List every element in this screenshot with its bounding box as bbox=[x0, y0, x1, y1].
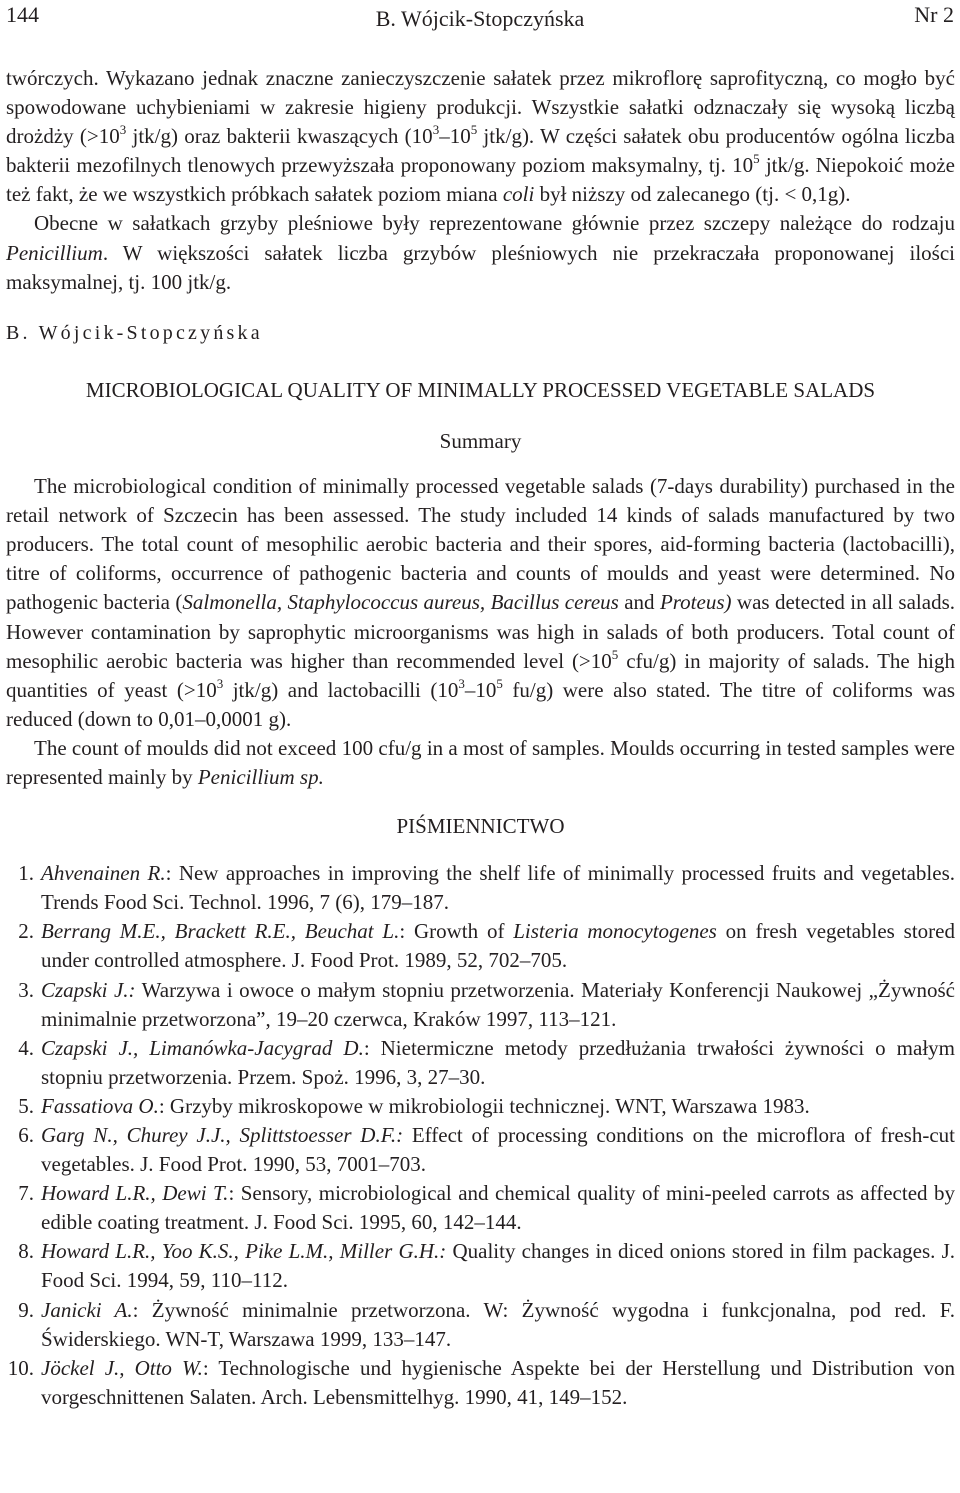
references-heading: PIŚMIENNICTWO bbox=[396, 814, 565, 839]
reference-item: 4. Czapski J., Limanówka-Jacygrad D.: Nietermiczne metody przedłużania trwałości żywności o małym stopniu przetworzenia. Przem. Spoż. 1996, 3, 27–30. bbox=[18, 1035, 955, 1089]
summary-paragraph: The microbiological condition of minimally processed vegetable salads (7-days durability) purchased in the retail network of Szczecin has been assessed. The study included 14 kinds of salads manufactured by two producers. The total count of mesophilic aerobic bacteria and their spores, aid-forming bacteria (lactobacilli), titre of coliforms, occurrence of pathogenic bacteria and counts of moulds and yeast were determined. No pathogenic bacteria (Salmonella, Staphylococcus aureus, Bacillus cereus and Proteus) was detected in all salads. However contamination by saprophytic microorganisms was high in salads of both producers. Total count of mesophilic aerobic bacteria was higher than recommended level ($>10^5$ cfu/g) in majority of salads. The high quantities of yeast ($>10^3$ jtk/g) and lactobacilli ($10^3-10^5$ fu/g) were also stated. The titre of coliforms was reduced (down to 0,01–0,0001 g). bbox=[6, 474, 955, 731]
reference-item: 5. Fassatiova O.: Grzyby mikroskopowe w mikrobiologii technicznej. WNT, Warszawa 1983. bbox=[18, 1093, 810, 1118]
paragraph-conclusion: twórczych. Wykazano jednak znaczne zanieczyszczenie sałatek przez mikroflorę saprofityczną, co mogło być spowodowane uchybieniami w zakresie higieny produkcji. Wszystkie sałatki odznaczały się wysoką liczbą drożdży ($>10^3$ jtk/g) oraz bakterii kwaszących ($10^3-10^5$ jtk/g). W części sałatek obu producentów ogólna liczba bakterii mezofilnych tlenowych przewyższała proponowany poziom maksymalny, tj. $10^5$ jtk/g. Niepokoić może też fakt, że we wszystkich próbkach sałatek poziom miana coli był niższy od zalecanego (tj. < 0,1g). bbox=[6, 66, 955, 207]
author-name: B. Wójcik-Stopczyńska bbox=[6, 321, 263, 344]
page-number: 144 bbox=[6, 2, 39, 27]
reference-item: 2. Berrang M.E., Brackett R.E., Beuchat L.: Growth of Listeria monocytogenes on fresh vegetables stored under controlled atmosphere. J. Food Prot. 1989, 52, 702–705. bbox=[18, 919, 955, 973]
reference-item: 6. Garg N., Churey J.J., Splittstoesser D.F.: Effect of processing conditions on the microflora of fresh-cut vegetables. J. Food Prot. 1990, 53, 7001–703. bbox=[18, 1123, 956, 1177]
article-body bbox=[6, 64, 955, 1412]
summary-paragraph-2: The count of moulds did not exceed 100 cfu/g in a most of samples. Moulds occurring in tested samples were represented mainly by Penicillium sp. bbox=[6, 735, 955, 789]
reference-item: 10. Jöckel J., Otto W.: Technologische und hygienische Aspekte bei der Herstellung und Distribution von vorgeschnittenen Salaten. Arch. Lebensmittelhyg. 1990, 41, 149–152. bbox=[7, 1355, 955, 1409]
reference-item: 7. Howard L.R., Dewi T.: Sensory, microbiological and chemical quality of mini-peeled carrots as affected by edible coating treatment. J. Food Sci. 1995, 60, 142–144. bbox=[18, 1181, 956, 1235]
reference-item: 3. Czapski J.: Warzywa i owoce o małym stopniu przetworzenia. Materiały Konferencji Naukowej „Żywność minimalnie przetworzona”, 19–20 czerwca, Kraków 1997, 113–121. bbox=[18, 977, 955, 1031]
reference-item: 8. Howard L.R., Yoo K.S., Pike L.M., Miller G.H.: Quality changes in diced onions stored in film packages. J. Food Sci. 1994, 59, 110–112. bbox=[18, 1239, 955, 1293]
running-title: B. Wójcik-Stopczyńska bbox=[375, 6, 585, 31]
english-title: MICROBIOLOGICAL QUALITY OF MINIMALLY PROCESSED VEGETABLE SALADS bbox=[85, 377, 876, 402]
issue-number: Nr 2 bbox=[914, 2, 954, 27]
reference-item: 1. Ahvenainen R.: New approaches in improving the shelf life of minimally processed fruits and vegetables. Trends Food Sci. Technol. 1996, 7 (6), 179–187. bbox=[18, 861, 955, 915]
page-header bbox=[6, 2, 954, 32]
paragraph-moulds: Obecne w sałatkach grzyby pleśniowe były reprezentowane głównie przez szczepy należące do rodzaju Penicillium. W większości sałatek liczba grzybów pleśniowych nie przekraczała proponowanej ilości maksymalnej, tj. 100 jtk/g. bbox=[6, 211, 955, 294]
reference-item: 9. Janicki A.: Żywność minimalnie przetworzona. W: Żywność wygodna i funkcjonalna, pod red. F. Świderskiego. WN-T, Warszawa 1999, 133–147. bbox=[18, 1297, 955, 1351]
reference-list bbox=[6, 859, 955, 1412]
summary-heading: Summary bbox=[439, 428, 522, 453]
